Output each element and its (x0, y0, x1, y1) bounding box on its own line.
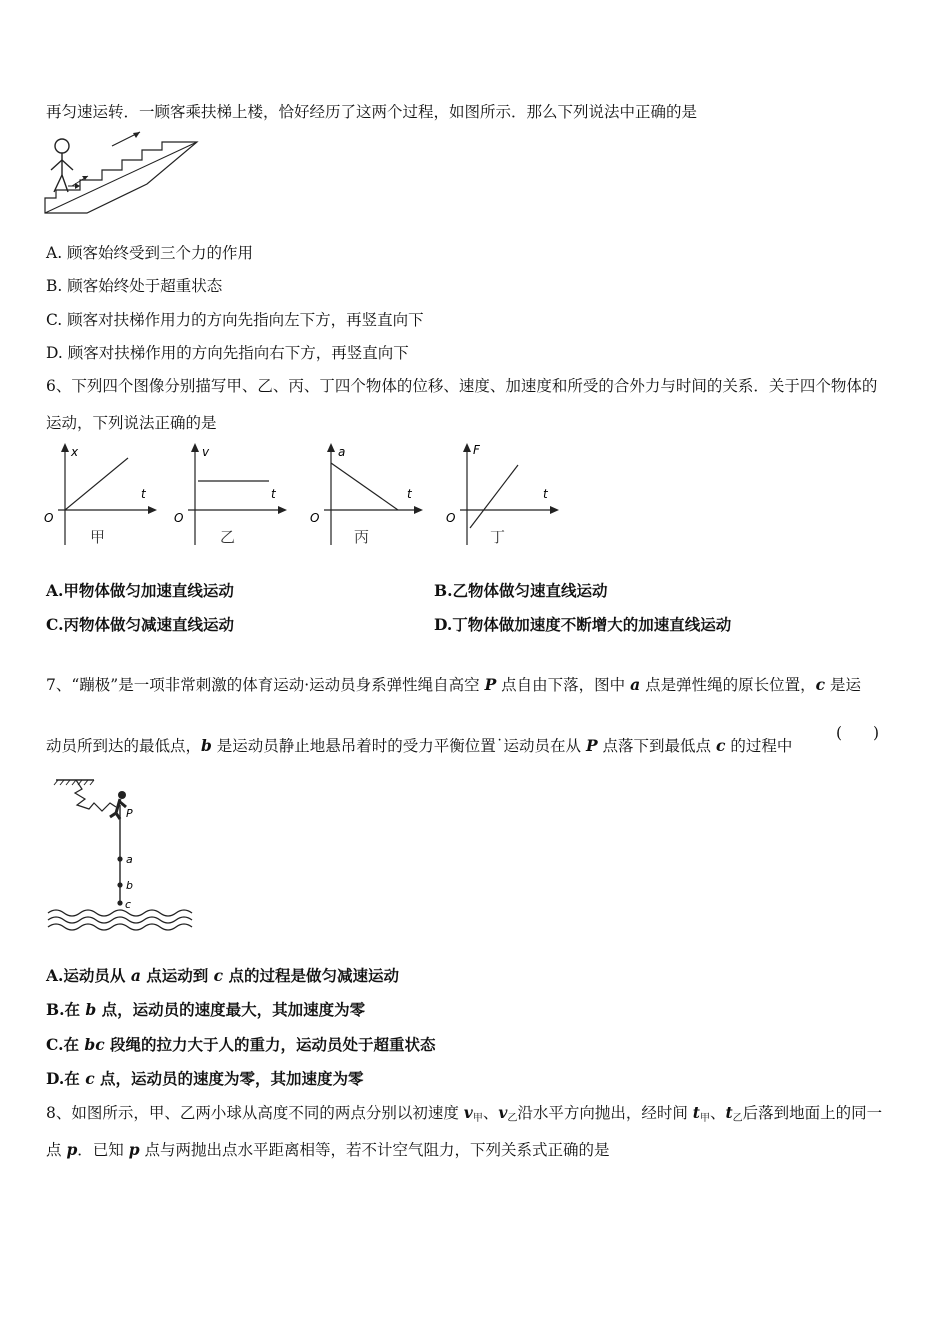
q5-option-c: C. 顾客对扶梯作用力的方向先指向左下方，再竖直向下 (46, 311, 424, 329)
water-wave-2 (48, 917, 192, 923)
graph-ding-line (470, 465, 518, 528)
graph-bing (306, 440, 426, 550)
graph-yi-caption: 乙 (220, 528, 236, 546)
graph-jia-ylabel: x (71, 445, 79, 459)
graph-yi (170, 440, 290, 550)
q6-stem-line2: 运动，下列说法正确的是 (46, 414, 217, 432)
graph-yi-xlabel: t (271, 487, 276, 501)
point-c (117, 900, 122, 905)
label-c: c (125, 898, 132, 911)
q6-option-c: C.丙物体做匀减速直线运动 (46, 615, 234, 634)
label-b: b (126, 879, 133, 892)
graph-bing-line (331, 463, 398, 510)
q8-stem-line2: 点 p．已知 p 点与两抛出点水平距离相等，若不计空气阻力，下列关系式正确的是 (46, 1140, 610, 1159)
bungee-figure (44, 775, 204, 935)
graph-ding-xlabel: t (543, 487, 548, 501)
q6-option-b: B.乙物体做匀速直线运动 (434, 581, 608, 600)
point-b (117, 882, 122, 887)
q5-intro: 再匀速运转．一顾客乘扶梯上楼，恰好经历了这两个过程，如图所示．那么下列说法中正确的是 (46, 103, 698, 121)
graph-ding-caption: 丁 (490, 528, 506, 546)
graph-jia-caption: 甲 (90, 528, 106, 546)
q6-option-a: A.甲物体做匀加速直线运动 (46, 581, 234, 600)
q5-option-a: A. 顾客始终受到三个力的作用 (46, 244, 254, 262)
q7-stem-line2: 动员所到达的最低点，b 是运动员静止地悬吊着时的受力平衡位置˙运动员在从 P 点落下到最低点 c 的过程中 (46, 736, 793, 755)
label-P: P (126, 807, 133, 820)
graph-jia-origin: O (44, 511, 54, 525)
graph-yi-ylabel: v (202, 445, 210, 459)
q7-answer-paren: ( ) (836, 724, 880, 742)
graph-bing-origin: O (310, 511, 320, 525)
water-wave-3 (48, 924, 192, 930)
graph-ding-ylabel: F (473, 443, 480, 457)
q7-option-a: A.运动员从 a 点运动到 c 点的过程是做匀减速运动 (46, 966, 400, 985)
escalator-figure (42, 130, 202, 220)
graph-ding (442, 440, 562, 550)
graph-jia-xlabel: t (141, 487, 146, 501)
person-head (55, 139, 69, 153)
q8-stem-line1: 8、如图所示，甲、乙两小球从高度不同的两点分别以初速度 $v_甲$、$v_乙$沿水平方向抛出，经时间 $t_甲$、$t_乙$后落到地面上的同一 (46, 1103, 883, 1124)
q7-stem-line1: 7、“蹦极”是一项非常刺激的体育运动·运动员身系弹性绳自高空 P 点自由下落，图中 a 点是弹性绳的原长位置，c 是运 (46, 675, 861, 694)
label-a: a (126, 853, 133, 866)
point-a (117, 856, 122, 861)
q5-option-d: D. 顾客对扶梯作用的方向先指向右下方，再竖直向下 (46, 344, 409, 362)
q5-option-b: B. 顾客始终处于超重状态 (46, 277, 223, 295)
graph-bing-ylabel: a (338, 445, 346, 459)
graph-ding-origin: O (446, 511, 456, 525)
q7-option-c: C.在 bc 段绳的拉力大于人的重力，运动员处于超重状态 (46, 1035, 436, 1054)
graph-jia-line (65, 458, 128, 510)
q6-option-d: D.丁物体做加速度不断增大的加速直线运动 (434, 615, 732, 634)
graph-bing-caption: 丙 (354, 528, 370, 546)
graph-bing-xlabel: t (407, 487, 412, 501)
elastic-cord (75, 780, 116, 811)
graph-jia (40, 440, 160, 550)
escalator-rail (45, 142, 197, 213)
q6-stem-line1: 6、下列四个图像分别描写甲、乙、丙、丁四个物体的位移、速度、加速度和所受的合外力与时间的关系．关于四个物体的 (46, 377, 878, 395)
jumper-head (118, 791, 126, 799)
water-wave-1 (48, 910, 192, 916)
q7-option-b: B.在 b 点，运动员的速度最大，其加速度为零 (46, 1000, 366, 1019)
graph-yi-origin: O (174, 511, 184, 525)
q7-option-d: D.在 c 点，运动员的速度为零，其加速度为零 (46, 1069, 364, 1088)
